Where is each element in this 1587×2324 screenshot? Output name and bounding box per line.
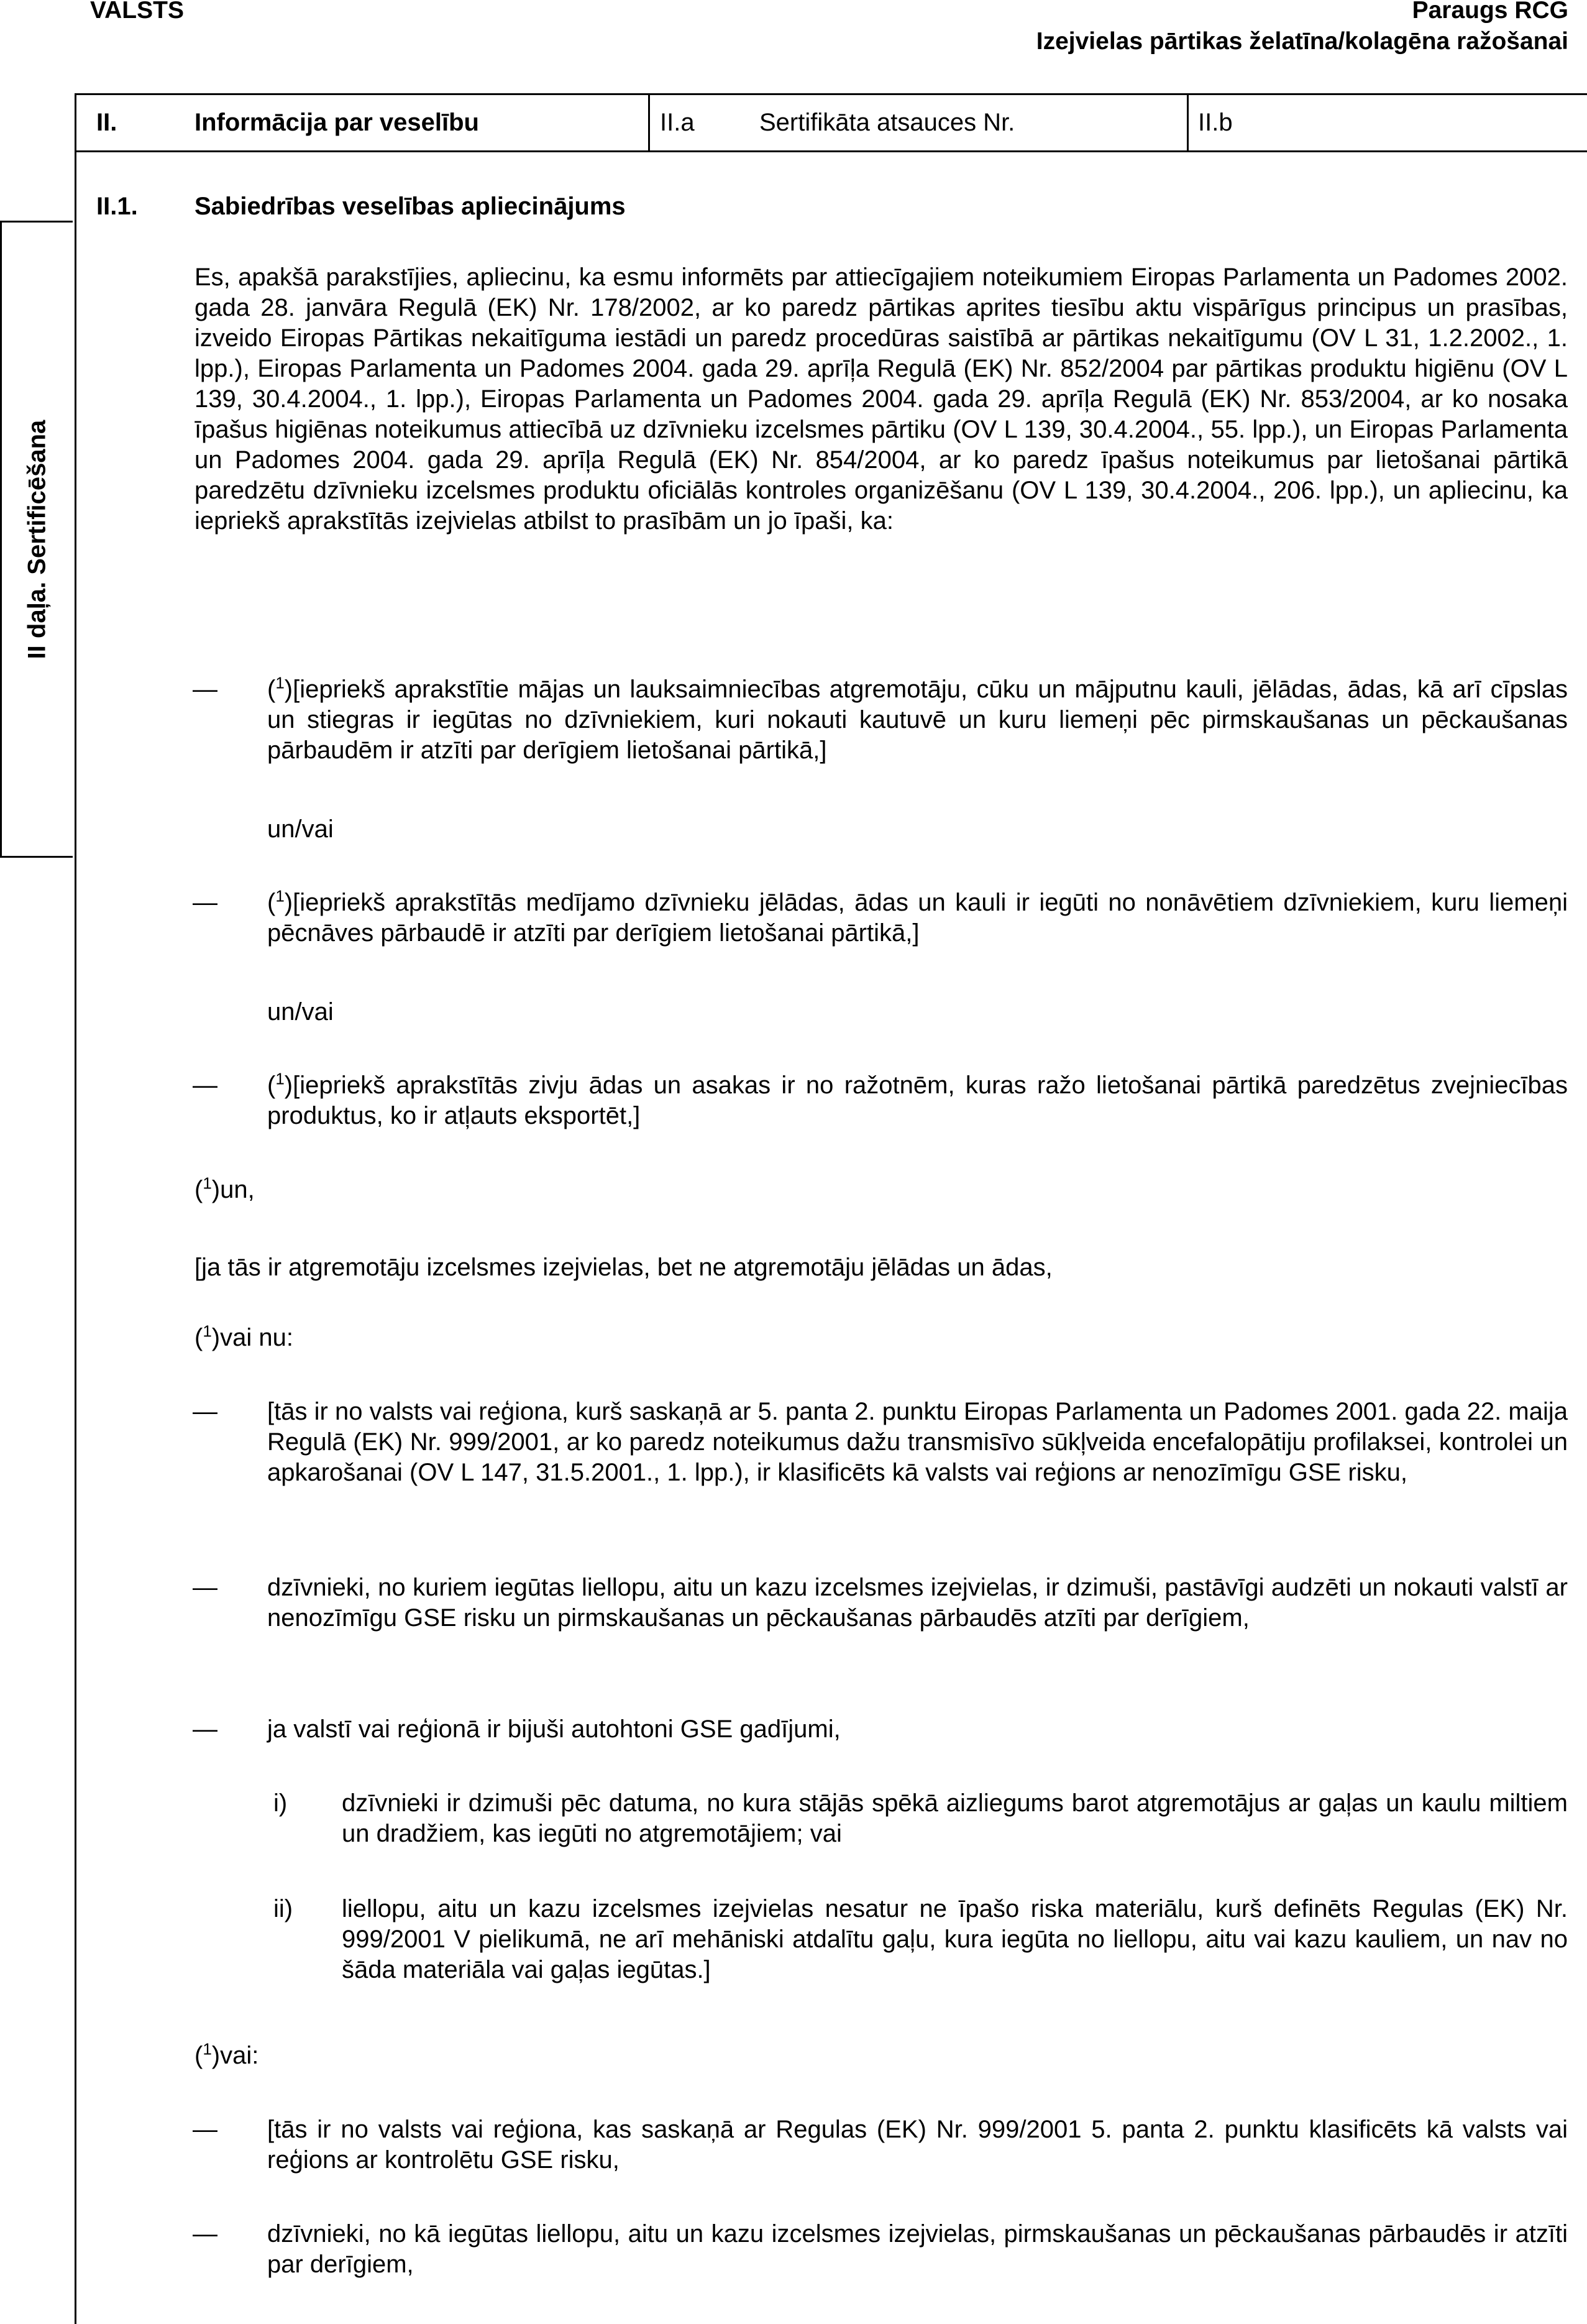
list-item: [tās ir no valsts vai reģiona, kas saskaņā ar Regulas (EK) Nr. 999/2001 5. panta 2. punktu klasificēts kā valsts vai reģions ar kontrolētu GSE risku, bbox=[267, 2116, 1568, 2174]
footnote-ref: 1 bbox=[203, 1321, 212, 1341]
country-label: VALSTS bbox=[90, 0, 184, 24]
sub-item-label: i) bbox=[273, 1789, 288, 1817]
dash: — bbox=[193, 2220, 217, 2248]
sub-item: liellopu, aitu un kazu izcelsmes izejvielas nesatur ne īpašo riska materiālu, kurš definēts Regulas (EK) Nr. 999/2001 V pielikumā, ne arī mehāniski atdalītu gaļu, kura iegūta no liellopu, aitu vai kazu kauliem, un nav no šāda materiāla vai gaļas iegūtas.] bbox=[342, 1895, 1568, 1983]
sub-item: dzīvnieki ir dzimuši pēc datuma, no kura stājās spēkā aizliegums barot atgremotājus ar gaļas un kaulu miltiem un dradžiem, kas iegūti no atgremotājiem; vai bbox=[342, 1789, 1568, 1847]
reference-label-b: II.b bbox=[1198, 109, 1233, 136]
list-item: dzīvnieki, no kuriem iegūtas liellopu, aitu un kazu izcelsmes izejvielas, ir dzimuši, pastāvīgi audzēti un nokauti valstī ar nenozīmīgu GSE risku un pirmskaušanas un pēckaušanas pārbaudēs atzīti par derīgiem, bbox=[267, 1574, 1568, 1632]
conjunction-label: ($^1$)vai nu: bbox=[194, 1321, 293, 1351]
section-number: II. bbox=[96, 109, 117, 136]
and-or-label: un/vai bbox=[267, 998, 334, 1026]
reference-label-a: II.a bbox=[660, 109, 695, 136]
header-divider bbox=[648, 93, 650, 152]
model-subtitle: Izejvielas pārtikas želatīna/kolagēna ražošanai bbox=[1036, 28, 1568, 55]
list-item: ($^1$)[iepriekš aprakstītie mājas un lauksaimniecības atgremotāju, cūku un mājputnu kauli, jēlādas, ādas, kā arī cīpslas un stiegras ir iegūtas no dzīvniekiem, kuri nokauti kautuvē un kuru liemeņi pēc pirmskaušanas un pēckaušanas pārbaudēm ir atzīti par derīgiem lietošanai pārtikā,] bbox=[267, 673, 1568, 764]
conjunction-label: ($^1$)un, bbox=[194, 1173, 255, 1203]
attestation-number: II.1. bbox=[96, 193, 138, 220]
list-item: ja valstī vai reģionā ir bijuši autohtoni GSE gadījumi, bbox=[267, 1715, 841, 1743]
dash: — bbox=[193, 1398, 217, 1425]
list-item: ($^1$)[iepriekš aprakstītās medījamo dzīvnieku jēlādas, ādas un kauli ir iegūti no nonāvētiem dzīvniekiem, kuru liemeņi pēcnāves pārbaudē ir atzīti par derīgiem lietošanai pārtikā,] bbox=[267, 886, 1568, 947]
conjunction-label: ($^1$)vai: bbox=[194, 2039, 259, 2069]
dash: — bbox=[193, 889, 217, 916]
list-item-text: )[iepriekš aprakstītās zivju ādas un asakas ir no ražotnēm, kuras ražo lietošanai pārtikā paredzētus zvejniecības produktus, ko ir atļauts eksportēt,] bbox=[267, 1072, 1568, 1129]
and-or-label: un/vai bbox=[267, 815, 334, 843]
header-divider bbox=[1187, 93, 1189, 152]
reference-text: Sertifikāta atsauces Nr. bbox=[759, 109, 1015, 136]
section-title: Informācija par veselību bbox=[194, 109, 479, 136]
list-item: [tās ir no valsts vai reģiona, kurš saskaņā ar 5. panta 2. punktu Eiropas Parlamenta un Padomes 2001. gada 22. maija Regulā (EK) Nr. 999/2001, ar ko paredz noteikumus dažu transmisīvo sūkļveida encefalopātiju profilaksei, kontrolei un apkarošanai (OV L 147, 31.5.2001., 1. lpp.), ir klasificēts kā valsts vai reģions ar nenozīmīgu GSE risku, bbox=[267, 1398, 1568, 1486]
footnote-ref: 1 bbox=[275, 1069, 285, 1088]
list-item-text: )[iepriekš aprakstītās medījamo dzīvnieku jēlādas, ādas un kauli ir iegūti no nonāvētiem dzīvniekiem, kuru liemeņi pēcnāves pārbaudē ir atzīti par derīgiem lietošanai pārtikā,] bbox=[267, 889, 1568, 947]
ruminant-intro: [ja tās ir atgremotāju izcelsmes izejvielas, bet ne atgremotāju jēlādas un ādas, bbox=[194, 1254, 1053, 1281]
footnote-ref: 1 bbox=[203, 2039, 212, 2059]
footnote-ref: 1 bbox=[203, 1173, 212, 1193]
list-item-text: )[iepriekš aprakstītie mājas un lauksaimniecības atgremotāju, cūku un mājputnu kauli, jēlādas, ādas, kā arī cīpslas un stiegras ir iegūtas no dzīvniekiem, kuri nokauti kautuvē un kuru liemeņi pēc pirmskaušanas un pēckaušanas pārbaudēm ir atzīti par derīgiem lietošanai pārtikā,] bbox=[267, 676, 1568, 764]
dash: — bbox=[193, 676, 217, 703]
model-label: Paraugs RCG bbox=[1412, 0, 1568, 24]
attestation-title: Sabiedrības veselības apliecinājums bbox=[194, 193, 626, 220]
dash: — bbox=[193, 1715, 217, 1743]
sub-item-label: ii) bbox=[273, 1895, 293, 1922]
conjunction-text: )vai: bbox=[211, 2042, 259, 2069]
footnote-ref: 1 bbox=[275, 886, 285, 906]
conjunction-text: )un, bbox=[211, 1176, 255, 1203]
dash: — bbox=[193, 1072, 217, 1099]
footnote-ref: 1 bbox=[275, 673, 285, 692]
list-item: ($^1$)[iepriekš aprakstītās zivju ādas un asakas ir no ražotnēm, kuras ražo lietošanai pārtikā paredzētus zvejniecības produktus, ko ir atļauts eksportēt,] bbox=[267, 1069, 1568, 1129]
side-tab bbox=[0, 221, 73, 858]
dash: — bbox=[193, 2116, 217, 2143]
conjunction-text: )vai nu: bbox=[211, 1324, 293, 1351]
dash: — bbox=[193, 1574, 217, 1601]
attestation-intro: Es, apakšā parakstījies, apliecinu, ka esmu informēts par attiecīgajiem noteikumiem Eiropas Parlamenta un Padomes 2002. gada 28. janvāra Regulā (EK) Nr. 178/2002, ar ko paredz pārtikas aprites tiesību aktu vispārīgus principus un prasības, izveido Eiropas Pārtikas nekaitīguma iestādi un paredz procedūras saistībā ar pārtikas nekaitīgumu (OV L 31, 1.2.2002., 1. lpp.), Eiropas Parlamenta un Padomes 2004. gada 29. aprīļa Regulā (EK) Nr. 852/2004 par pārtikas produktu higiēnu (OV L 139, 30.4.2004., 1. lpp.), Eiropas Parlamenta un Padomes 2004. gada 29. aprīļa Regulā (EK) Nr. 853/2004, ar ko nosaka īpašus higiēnas noteikumus attiecībā uz dzīvnieku izcelsmes pārtiku (OV L 139, 30.4.2004., 55. lpp.), un Eiropas Parlamenta un Padomes 2004. gada 29. aprīļa Regulā (EK) Nr. 854/2004, ar ko paredz īpašus noteikumus par lietošanai pārtikā paredzētu dzīvnieku izcelsmes produktu oficiālās kontroles organizēšanu (OV L 139, 30.4.2004., 206. lpp.), un apliecinu, ka iepriekš aprakstītās izejvielas atbilst to prasībām un jo īpaši, ka: bbox=[194, 264, 1568, 535]
side-tab-label: II daļa. Sertificēšana bbox=[23, 420, 51, 659]
list-item: dzīvnieki, no kā iegūtas liellopu, aitu un kazu izcelsmes izejvielas, pirmskaušanas un pēckaušanas pārbaudēs ir atzīti par derīgiem, bbox=[267, 2220, 1568, 2278]
